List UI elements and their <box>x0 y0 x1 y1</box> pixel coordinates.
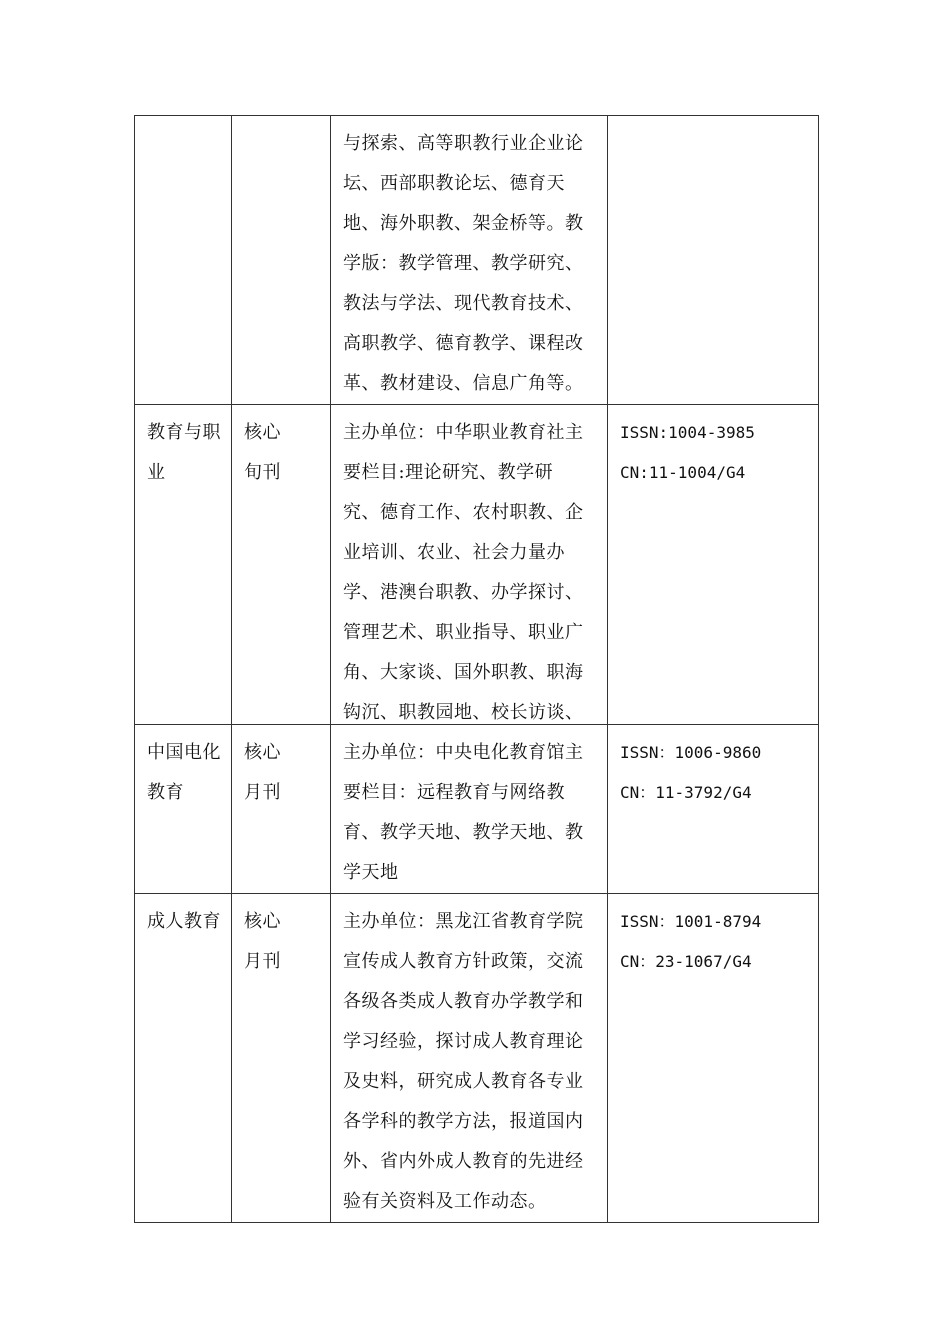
issn-code: ISSN:1004-3985 <box>620 423 755 442</box>
issn-code: ISSN：1001-8794 <box>620 912 762 931</box>
description-line: 及史料，研究成人教育各专业 <box>343 1071 584 1092</box>
code-cell <box>608 405 819 725</box>
journal-name-cell <box>135 405 232 725</box>
description-line: 主办单位：中央电化教育馆主 <box>343 742 584 763</box>
journal-name-cell <box>135 894 232 1223</box>
description-line: 教法与学法、现代教育技术、 <box>343 293 584 314</box>
core-label: 核心 <box>244 742 281 763</box>
description-line: 验有关资料及工作动态。 <box>343 1191 547 1212</box>
description-line: 学版：教学管理、教学研究、 <box>343 253 584 274</box>
description-line: 育、教学天地、教学天地、教 <box>343 822 584 843</box>
cn-code: CN：11-3792/G4 <box>620 783 752 802</box>
frequency-cell <box>232 116 331 405</box>
core-label: 核心 <box>244 911 281 932</box>
table-row <box>135 894 819 1223</box>
frequency-label: 旬刊 <box>244 462 281 483</box>
journal-name-line: 教育 <box>147 782 184 803</box>
journal-name-line: 业 <box>147 462 166 483</box>
frequency-label: 月刊 <box>244 782 281 803</box>
cn-code: CN：23-1067/G4 <box>620 952 752 971</box>
description-line: 外、省内外成人教育的先进经 <box>343 1151 584 1172</box>
description-line: 要栏目：远程教育与网络教 <box>343 782 565 803</box>
code-cell <box>608 725 819 894</box>
description-line: 各学科的教学方法，报道国内 <box>343 1111 584 1132</box>
description-line: 各级各类成人教育办学教学和 <box>343 991 584 1012</box>
code-cell <box>608 116 819 405</box>
journal-name-line: 教育与职 <box>147 422 221 443</box>
issn-code: ISSN：1006-9860 <box>620 743 762 762</box>
description-line: 与探索、高等职教行业企业论 <box>343 133 584 154</box>
journal-name-line: 中国电化 <box>147 742 221 763</box>
description-line: 坛、西部职教论坛、德育天 <box>343 173 565 194</box>
description-cell <box>331 405 608 725</box>
journal-name-cell <box>135 116 232 405</box>
description-line: 学、港澳台职教、办学探讨、 <box>343 582 584 603</box>
journal-name-line: 成人教育 <box>147 911 221 932</box>
table-row <box>135 116 819 405</box>
description-line: 钩沉、职教园地、校长访谈、 <box>343 702 584 723</box>
cn-code: CN:11-1004/G4 <box>620 463 746 482</box>
description-line: 究、德育工作、农村职教、企 <box>343 502 584 523</box>
code-cell <box>608 894 819 1223</box>
description-line: 宣传成人教育方针政策，交流 <box>343 951 584 972</box>
description-line: 角、大家谈、国外职教、职海 <box>343 662 584 683</box>
description-line: 学天地 <box>343 862 399 883</box>
journal-table <box>134 115 819 1223</box>
description-line: 革、教材建设、信息广角等。 <box>343 373 584 394</box>
frequency-cell <box>232 405 331 725</box>
description-line: 高职教学、德育教学、课程改 <box>343 333 584 354</box>
table-row <box>135 405 819 725</box>
description-line: 业培训、农业、社会力量办 <box>343 542 565 563</box>
description-line: 学习经验，探讨成人教育理论 <box>343 1031 584 1052</box>
core-label: 核心 <box>244 422 281 443</box>
description-line: 主办单位：黑龙江省教育学院 <box>343 911 584 932</box>
description-line: 主办单位：中华职业教育社主 <box>343 422 584 443</box>
description-cell <box>331 116 608 405</box>
description-cell <box>331 894 608 1223</box>
description-line: 地、海外职教、架金桥等。教 <box>343 213 584 234</box>
journal-name-cell <box>135 725 232 894</box>
description-line: 要栏目:理论研究、教学研 <box>343 462 554 483</box>
frequency-cell <box>232 725 331 894</box>
frequency-cell <box>232 894 331 1223</box>
table-row <box>135 725 819 894</box>
frequency-label: 月刊 <box>244 951 281 972</box>
description-cell <box>331 725 608 894</box>
description-line: 管理艺术、职业指导、职业广 <box>343 622 584 643</box>
